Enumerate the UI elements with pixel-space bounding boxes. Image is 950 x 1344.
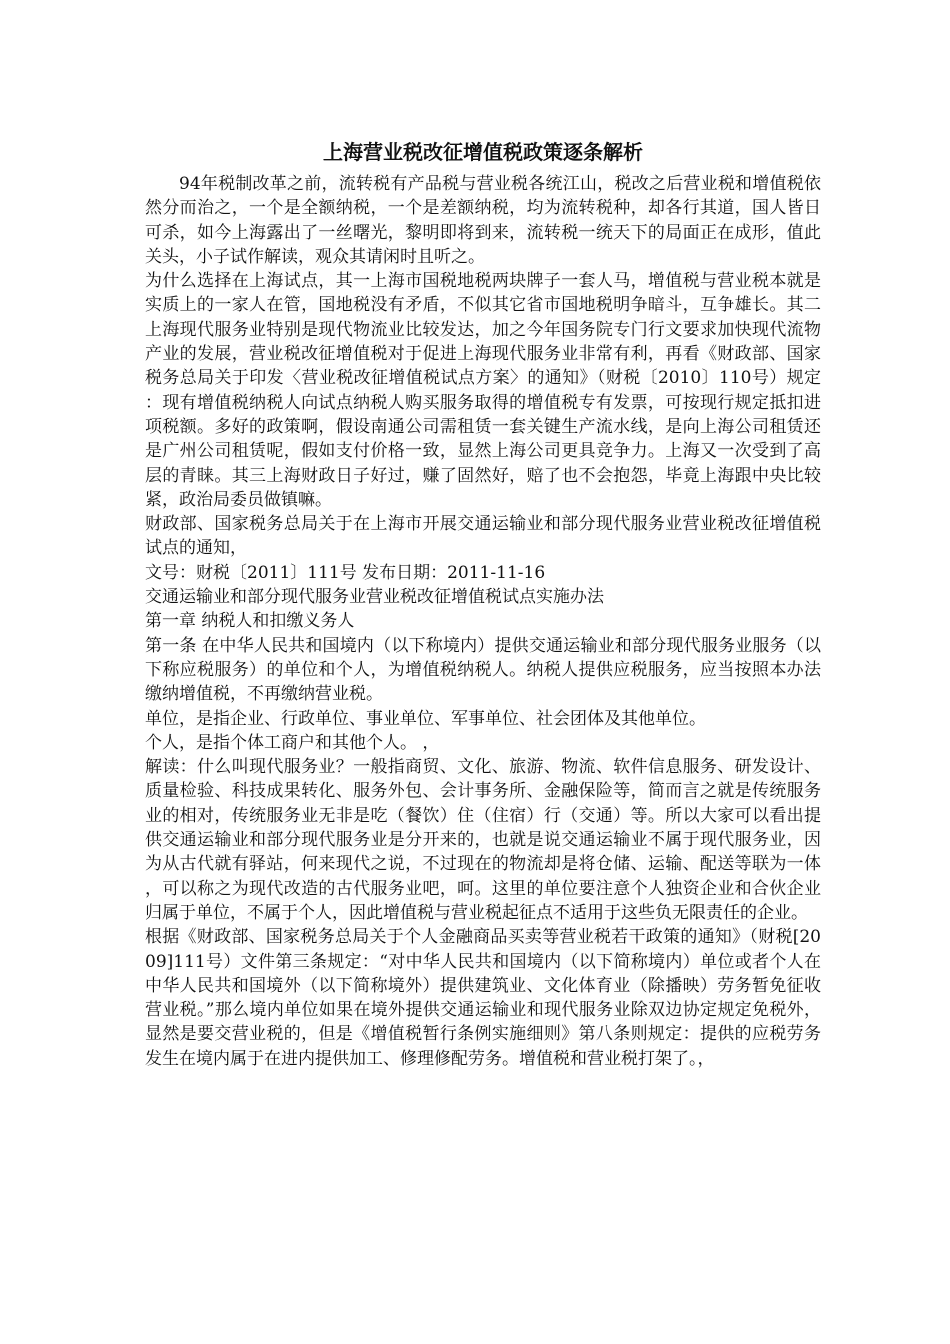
paragraph-unit-definition: 单位，是指企业、行政单位、事业单位、军事单位、社会团体及其他单位。	[145, 708, 706, 729]
paragraph-interpretation: 解读：什么叫现代服务业？一般指商贸、文化、旅游、物流、软件信息服务、研发设计、质量检验、科技成果转化、服务外包、会计事务所、金融保险等，简而言之就是传统服务业的相对，传统服务业无非是吃（餐饮）住（住宿）行（交通）等。所以大家可以看出提供交通运输业和部分现代服务业是分开来的，也就是说交通运输业不属于现代服务业，因为从古代就有驿站，何来现代之说，不过现在的物流却是将仓储、运输、配送等联为一体，可以称之为现代改造的古代服务业吧，呵。这里的单位要注意个人独资企业和合伙企业归属于单位，不属于个人，因此增值税与营业税起征点不适用于这些负无限责任的企业。	[145, 757, 821, 923]
paragraph-article-one: 第一条 在中华人民共和国境内（以下称境内）提供交通运输业和部分现代服务业服务（以下称应税服务）的单位和个人，为增值税纳税人。纳税人提供应税服务，应当按照本办法缴纳增值税，不再缴纳营业税。	[145, 635, 821, 705]
paragraph-individual-definition: 个人，是指个体工商户和其他个人。 ，	[145, 732, 440, 753]
paragraph-notice-title: 财政部、国家税务总局关于在上海市开展交通运输业和部分现代服务业营业税改征增值税试点的通知，	[145, 514, 821, 559]
paragraph-measures-title: 交通运输业和部分现代服务业营业税改征增值税试点实施办法	[145, 587, 604, 608]
paragraph-chapter-one: 第一章 纳税人和扣缴义务人	[145, 611, 355, 632]
paragraph-basis: 根据《财政部、国家税务总局关于个人金融商品买卖等营业税若干政策的通知》（财税[2009]111号）文件第三条规定：“对中华人民共和国境内（以下简称境内）单位或者个人在中华人民共和国境外（以下简称境外）提供建筑业、文化体育业（除播映）劳务暂免征收营业税。”那么境内单位如果在境外提供交通运输业和现代服务业除双边协定规定免税外，显然是要交营业税的，但是《增值税暂行条例实施细则》第八条则规定：提供的应税劳务发生在境内属于在进内提供加工、修理修配劳务。增值税和营业税打架了。，	[145, 927, 821, 1069]
paragraph-why-shanghai: 为什么选择在上海试点，其一上海市国税地税两块牌子一套人马，增值税与营业税本就是实质上的一家人在管，国地税没有矛盾，不似其它省市国地税明争暗斗，互争雄长。其二上海现代服务业特别是现代物流业比较发达，加之今年国务院专门行文要求加快现代流物产业的发展，营业税改征增值税对于促进上海现代服务业非常有利，再看《财政部、国家税务总局关于印发〈营业税改征增值税试点方案〉的通知》（财税〔2010〕110号）规定：现有增值税纳税人向试点纳税人购买服务取得的增值税专有发票，可按现行规定抵扣进项税额。多好的政策啊，假设南通公司需租赁一套关键生产流水线，是向上海公司租赁还是广州公司租赁呢，假如支付价格一致，显然上海公司更具竞争力。上海又一次受到了高层的青睐。其三上海财政日子好过，赚了固然好，赔了也不会抱怨，毕竟上海跟中央比较紧，政治局委员做镇嘛。	[145, 271, 821, 510]
document-title: 上海营业税改征增值税政策逐条解析	[323, 140, 643, 164]
paragraph-intro: 94年税制改革之前，流转税有产品税与营业税各统江山，税改之后营业税和增值税依然分而治之，一个是全额纳税，一个是差额纳税，均为流转税种，却各行其道，国人皆日可杀，如今上海露出了一丝曙光，黎明即将到来，流转税一统天下的局面正在成形，值此关头，小子试作解读，观众其请闲时且听之。	[145, 174, 821, 267]
document-page	[145, 140, 821, 1071]
paragraph-document-number: 文号：财税〔2011〕111号 发布日期：2011-11-16	[145, 562, 546, 583]
